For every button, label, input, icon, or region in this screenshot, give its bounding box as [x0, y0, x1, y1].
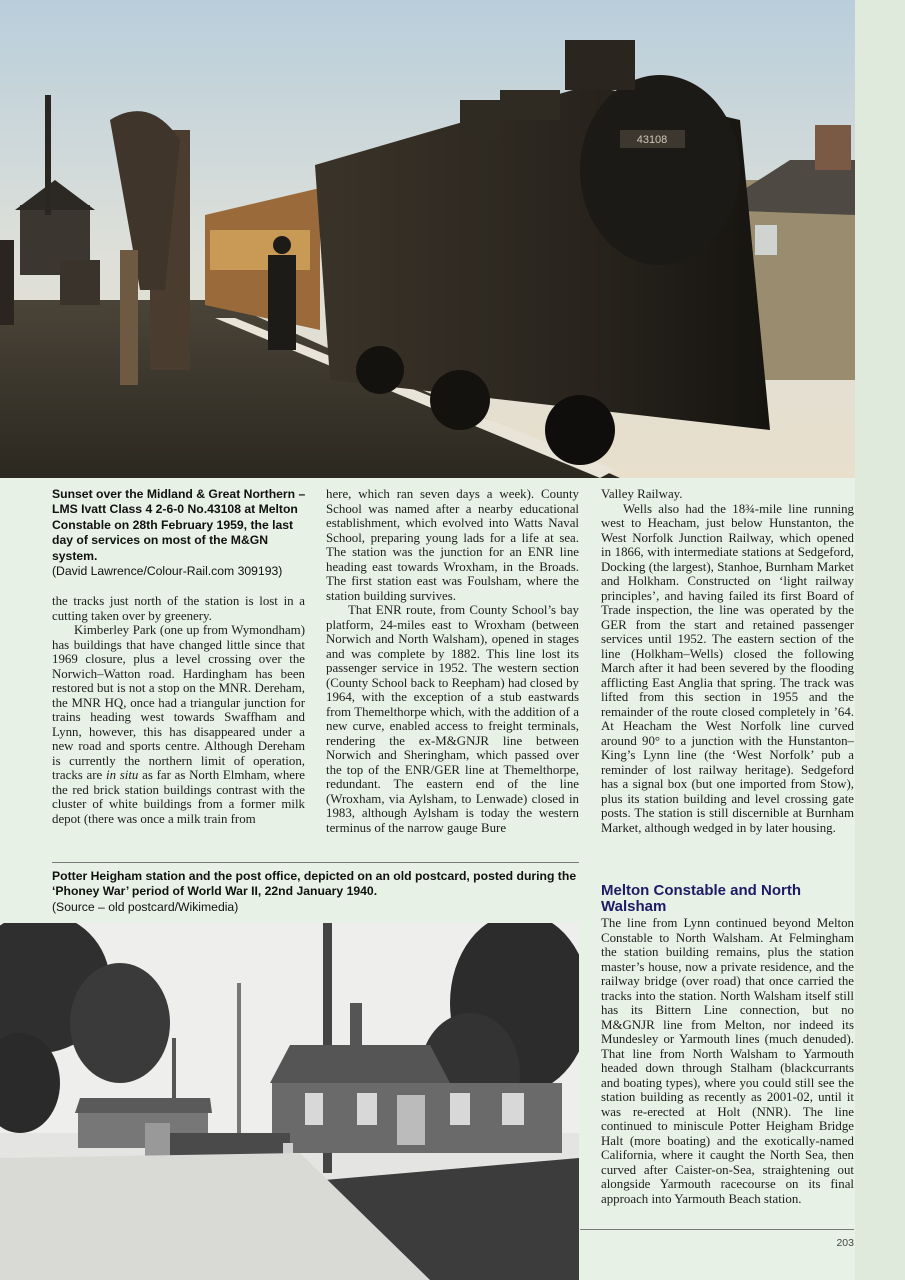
- page-margin-strip: [855, 0, 905, 1280]
- caption-bottom-title: Potter Heigham station and the post office, depicted on an old postcard, posted during the ‘Phoney War’ period of World War II, 22nd January 1940: [52, 869, 577, 899]
- footer-rule: [580, 1229, 854, 1230]
- caption-top-credit: (David Lawrence/Colour-Rail.com 309193): [52, 564, 283, 579]
- col1-paragraph-1: the tracks just north of the station is lost in a cutting taken over by greenery.: [52, 594, 305, 623]
- page-number: 203: [836, 1237, 854, 1249]
- column-3-section: [601, 916, 854, 1206]
- col1-italic-phrase: in situ: [105, 768, 139, 782]
- col2-paragraph-2: That ENR route, from County School’s bay platform, 24-miles east to Wroxham (between Norwich and North Walsham), opened in stages and was complete by 1882. This line lost its passenger service in 1952. The western section (County School back to Reepham) had closed by 1964, with the exception of a stub eastwards from Themelthorpe which, with the addition of a new curve, enabled access to freight terminals, rendering the ex-M&GNJR line between Norwich and Sheringham, which passed over the top of the ENR/GER line at Themelthorpe, redundant. The eastern end of the line (Wroxham, via Aylsham, to Lenwade) closed in 1983, although Aylsham is today the western terminus of the narrow gauge Bure: [326, 603, 579, 835]
- col2-paragraph-1: here, which ran seven days a week). County School was named after a nearby educational establishment, which evolved into Watts Naval School, preparing young lads for a life at sea. The station was the junction for an ENR line heading east towards Wroxham, in the Broads. The first station east was Foulsham, where the station building survives.: [326, 487, 579, 603]
- col1-paragraph-2-part-a: Kimberley Park (one up from Wymondham) has buildings that have changed little since that 1969 closure, plus a level crossing over the Norwich–Watton road. Hardingham has been restored but is not a stop on the MNR. Dereham, the MNR HQ, once had a triangular junction for trains heading west towards Swaffham and Lynn, however, this has disappeared under a new road and sports centre. Although Dereham is currently the northern limit of operation, tracks are: [52, 623, 305, 782]
- caption-bottom-credit: (Source – old postcard/Wikimedia): [52, 899, 239, 914]
- col3-paragraph-1: Valley Railway.: [601, 487, 683, 501]
- column-3: [601, 487, 854, 835]
- col3b-paragraph-1: The line from Lynn continued beyond Melton Constable to North Walsham. At Felmingham the station building remains, plus the station master’s house, now a private residence, and the railway bridge (over road) that once carried the tracks into the station. North Walsham itself still has its Bittern Line connection, but no M&GNJR line from Melton, nor indeed its Mundesley or Yarmouth lines (much denuded). That line from North Walsham to Yarmouth headed down through Stalham (blackcurrants and boating types), where you could still see the station building as recently as 2001-02, until it was re-erected at Holt (NNR). The line continued to miniscule Potter Heigham Bridge Halt (more boating) and the exotically-named California, where it caught the North Sea, then curved after Caister-on-Sea, straightening out alongside Yarmouth racecourse on its final approach into Yarmouth Beach station.: [601, 916, 854, 1206]
- photo-postcard: [0, 923, 579, 1280]
- photo-locomotive: [0, 0, 855, 478]
- caption-top-photo: [52, 487, 307, 579]
- column-1: [52, 594, 305, 826]
- col1-paragraph-2-part-b: as far as North Elmham, where the red brick station buildings contrast with the cluster of white buildings from a former milk depot (there was once a milk train from: [52, 768, 305, 826]
- col3-paragraph-2: Wells also had the 18¾-mile line running west to Heacham, just below Hunstanton, the West Norfolk Junction Railway, which opened in 1866, with intermediate stations at Sedgeford, Docking (the largest), Stanhoe, Burnham Market and Holkham. Constructed on ‘light railway principles’, and having failed its first Board of Trade inspection, the line was operated by the GER from the start and retained passenger services until 1952. The eastern section of the line (Holkham–Wells) closed the following March after it had been severed by the flooding afflicting East Anglia that spring. The track was lifted from this section in 1955 and the remainder of the route closed completely in ’64. At Heacham the West Norfolk line curved around 90° to a junction with the Hunstanton–King’s Lynn line (the ‘West Norfolk’ pub a reminder of lost railway heritage). Sedgeford has a signal box (but one imported from Stow), plus its station building and level crossing gate posts. The station is still discernible at Burnham Market, although wedged in by later housing.: [601, 501, 854, 835]
- caption-top-title: Sunset over the Midland & Great Northern – LMS Ivatt Class 4 2-6-0 No.43108 at Melton Constable on 28th February 1959, the last day of services on most of the M&GN system.: [52, 487, 306, 563]
- section-heading: Melton Constable and North Walsham: [601, 882, 801, 915]
- column-2: [326, 487, 579, 835]
- caption-bottom-photo: Potter Heigham station and the post office, depicted on an old postcard, posted during the ‘Phoney War’ period of World War II, 22nd January 1940. (Source – old postcard/Wikimedia): [52, 869, 577, 914]
- smokebox-number-plate: 43108: [636, 134, 668, 146]
- col1-paragraph-2: [52, 623, 305, 826]
- divider-rule: [52, 862, 579, 863]
